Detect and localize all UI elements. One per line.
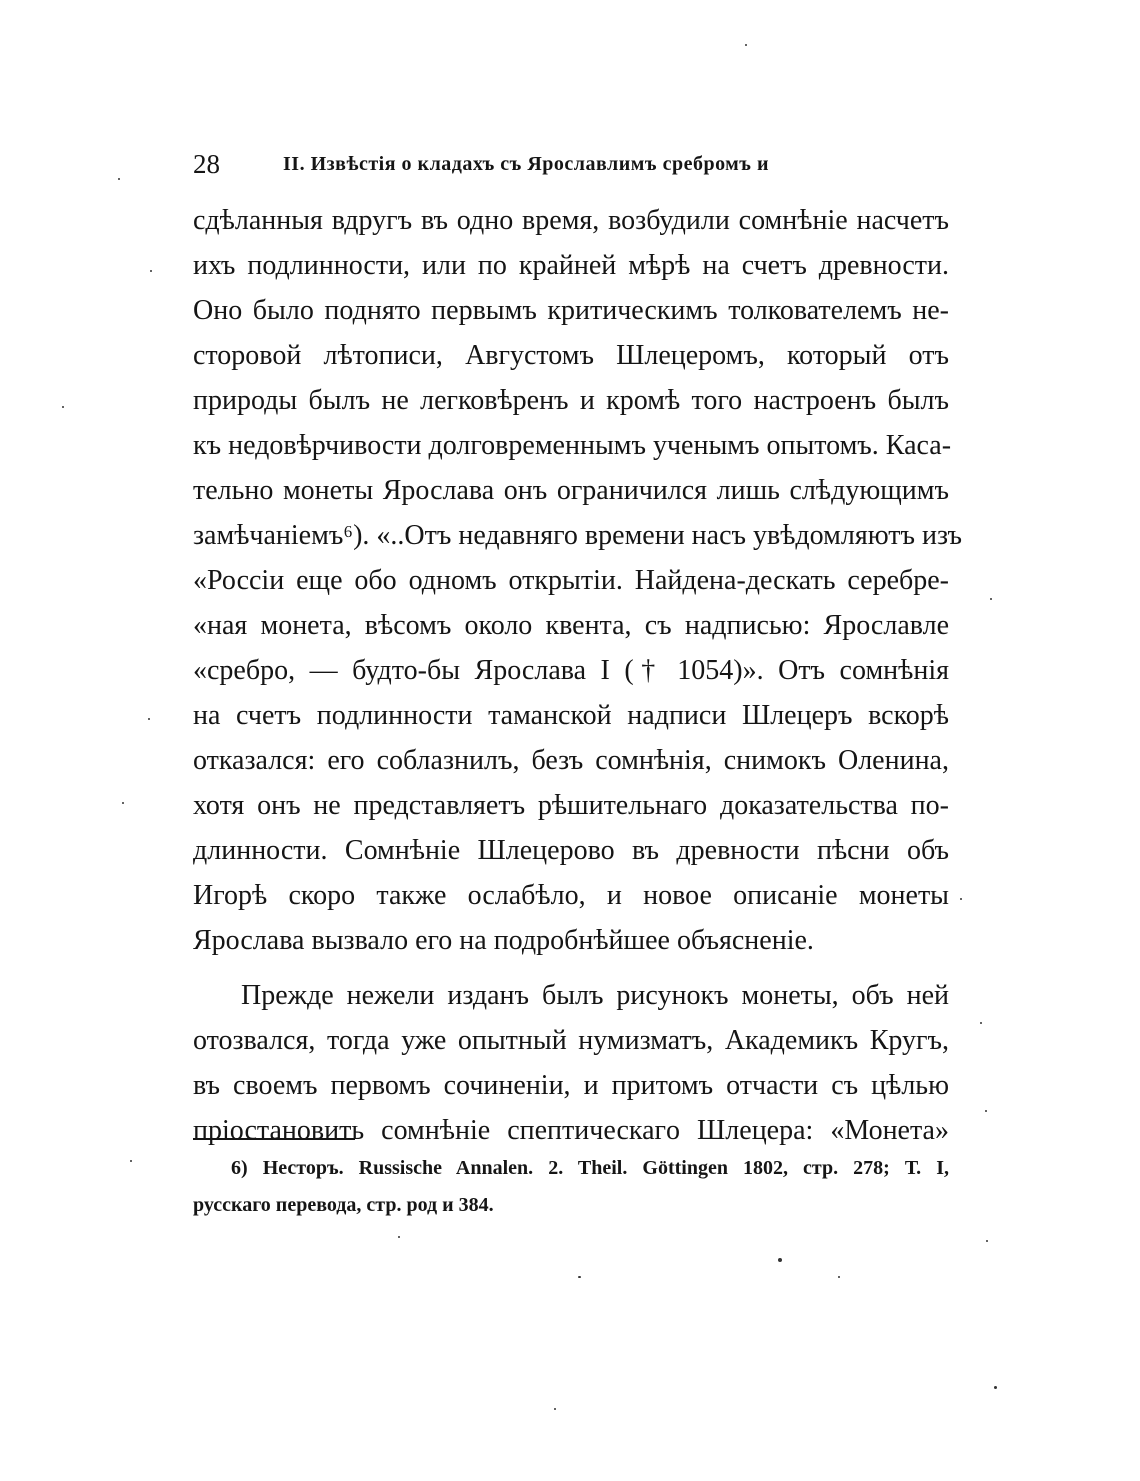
text-line: «ная монета, вѣсомъ около квента, съ надписью: Ярославле (193, 610, 949, 641)
scan-speck (122, 802, 124, 804)
page-number: 28 (193, 149, 220, 179)
text-line: въ своемъ первомъ сочиненіи, и притомъ отчасти съ цѣлью (193, 1070, 949, 1101)
text-line: хотя онъ не представляетъ рѣшительнаго доказательства по- (193, 790, 949, 821)
scan-speck (398, 1236, 400, 1238)
scan-speck (130, 1160, 132, 1162)
footnote-line: 6) Несторъ. Russische Annalen. 2. Theil. Göttingen 1802, стр. 278; Т. I, (231, 1157, 949, 1179)
paragraph-gap (193, 963, 949, 973)
text-line: на счетъ подлинности таманской надписи Шлецеръ вскорѣ (193, 700, 949, 731)
scan-speck (986, 1240, 988, 1242)
text-line: тельно монеты Ярослава онъ ограничился лишь слѣдующимъ (193, 475, 949, 506)
scan-speck (778, 1258, 782, 1262)
text-line: сторовой лѣтописи, Августомъ Шлецеромъ, который отъ (193, 340, 949, 371)
text-line: природы былъ не легковѣренъ и кромѣ того настроенъ былъ (193, 385, 949, 416)
scan-speck (980, 1022, 982, 1024)
text-line: Ярослава вызвало его на подробнѣйшее объясненіе. (193, 925, 814, 956)
running-title: II. Извѣстія о кладахъ съ Ярославлимъ сребромъ и (283, 153, 769, 175)
text-line: отозвался, тогда уже опытный нумизматъ, Академикъ Кругъ, (193, 1025, 949, 1056)
text-line: сдѣланныя вдругъ въ одно время, возбудили сомнѣніе насчетъ (193, 205, 949, 236)
paragraph (193, 973, 949, 1153)
text-line: Оно было поднято первымъ критическимъ толкователемъ не- (193, 295, 949, 326)
footnote-separator (193, 1138, 355, 1140)
text-line: «сребро, — будто-бы Ярослава I († 1054)». Отъ сомнѣнія (193, 655, 949, 686)
paragraph (193, 198, 963, 963)
scan-speck (745, 44, 747, 46)
text-line: ихъ подлинности, или по крайней мѣрѣ на счетъ древности. (193, 250, 949, 281)
scan-speck (985, 1110, 987, 1112)
footnote-line: русскаго перевода, стр. род и 384. (193, 1194, 494, 1216)
scan-speck (148, 718, 150, 720)
scan-speck (838, 1276, 840, 1278)
scan-speck (994, 1386, 997, 1389)
text-line: Прежде нежели изданъ былъ рисунокъ монеты, объ ней (241, 980, 949, 1011)
scan-speck (554, 1408, 556, 1410)
page-header (193, 146, 953, 182)
text-line: Игорѣ скоро также ослабѣло, и новое описаніе монеты (193, 880, 949, 911)
scan-speck (578, 1276, 581, 1278)
scan-speck (118, 178, 120, 180)
scan-speck (960, 898, 962, 900)
footnote (193, 1150, 949, 1224)
text-line: «Россіи еще обо одномъ открытіи. Найдена-дескать серебре- (193, 565, 949, 596)
text-line: къ недовѣрчивости долговременнымъ ученымъ опытомъ. Каса- (193, 430, 952, 461)
text-line: замѣчаніемъ⁶). «..Отъ недавняго времени насъ увѣдомляютъ изъ (193, 520, 963, 551)
scan-speck (990, 598, 992, 600)
body-text (193, 198, 963, 1153)
text-line: отказался: его соблазнилъ, безъ сомнѣнія, снимокъ Оленина, (193, 745, 949, 776)
scan-speck (150, 270, 152, 272)
text-line: пріостановить сомнѣніе спептическагo Шлецера: «Монета» (193, 1115, 949, 1146)
text-line: длинности. Сомнѣніе Шлецерово въ древности пѣсни объ (193, 835, 949, 866)
scan-speck (62, 406, 64, 408)
